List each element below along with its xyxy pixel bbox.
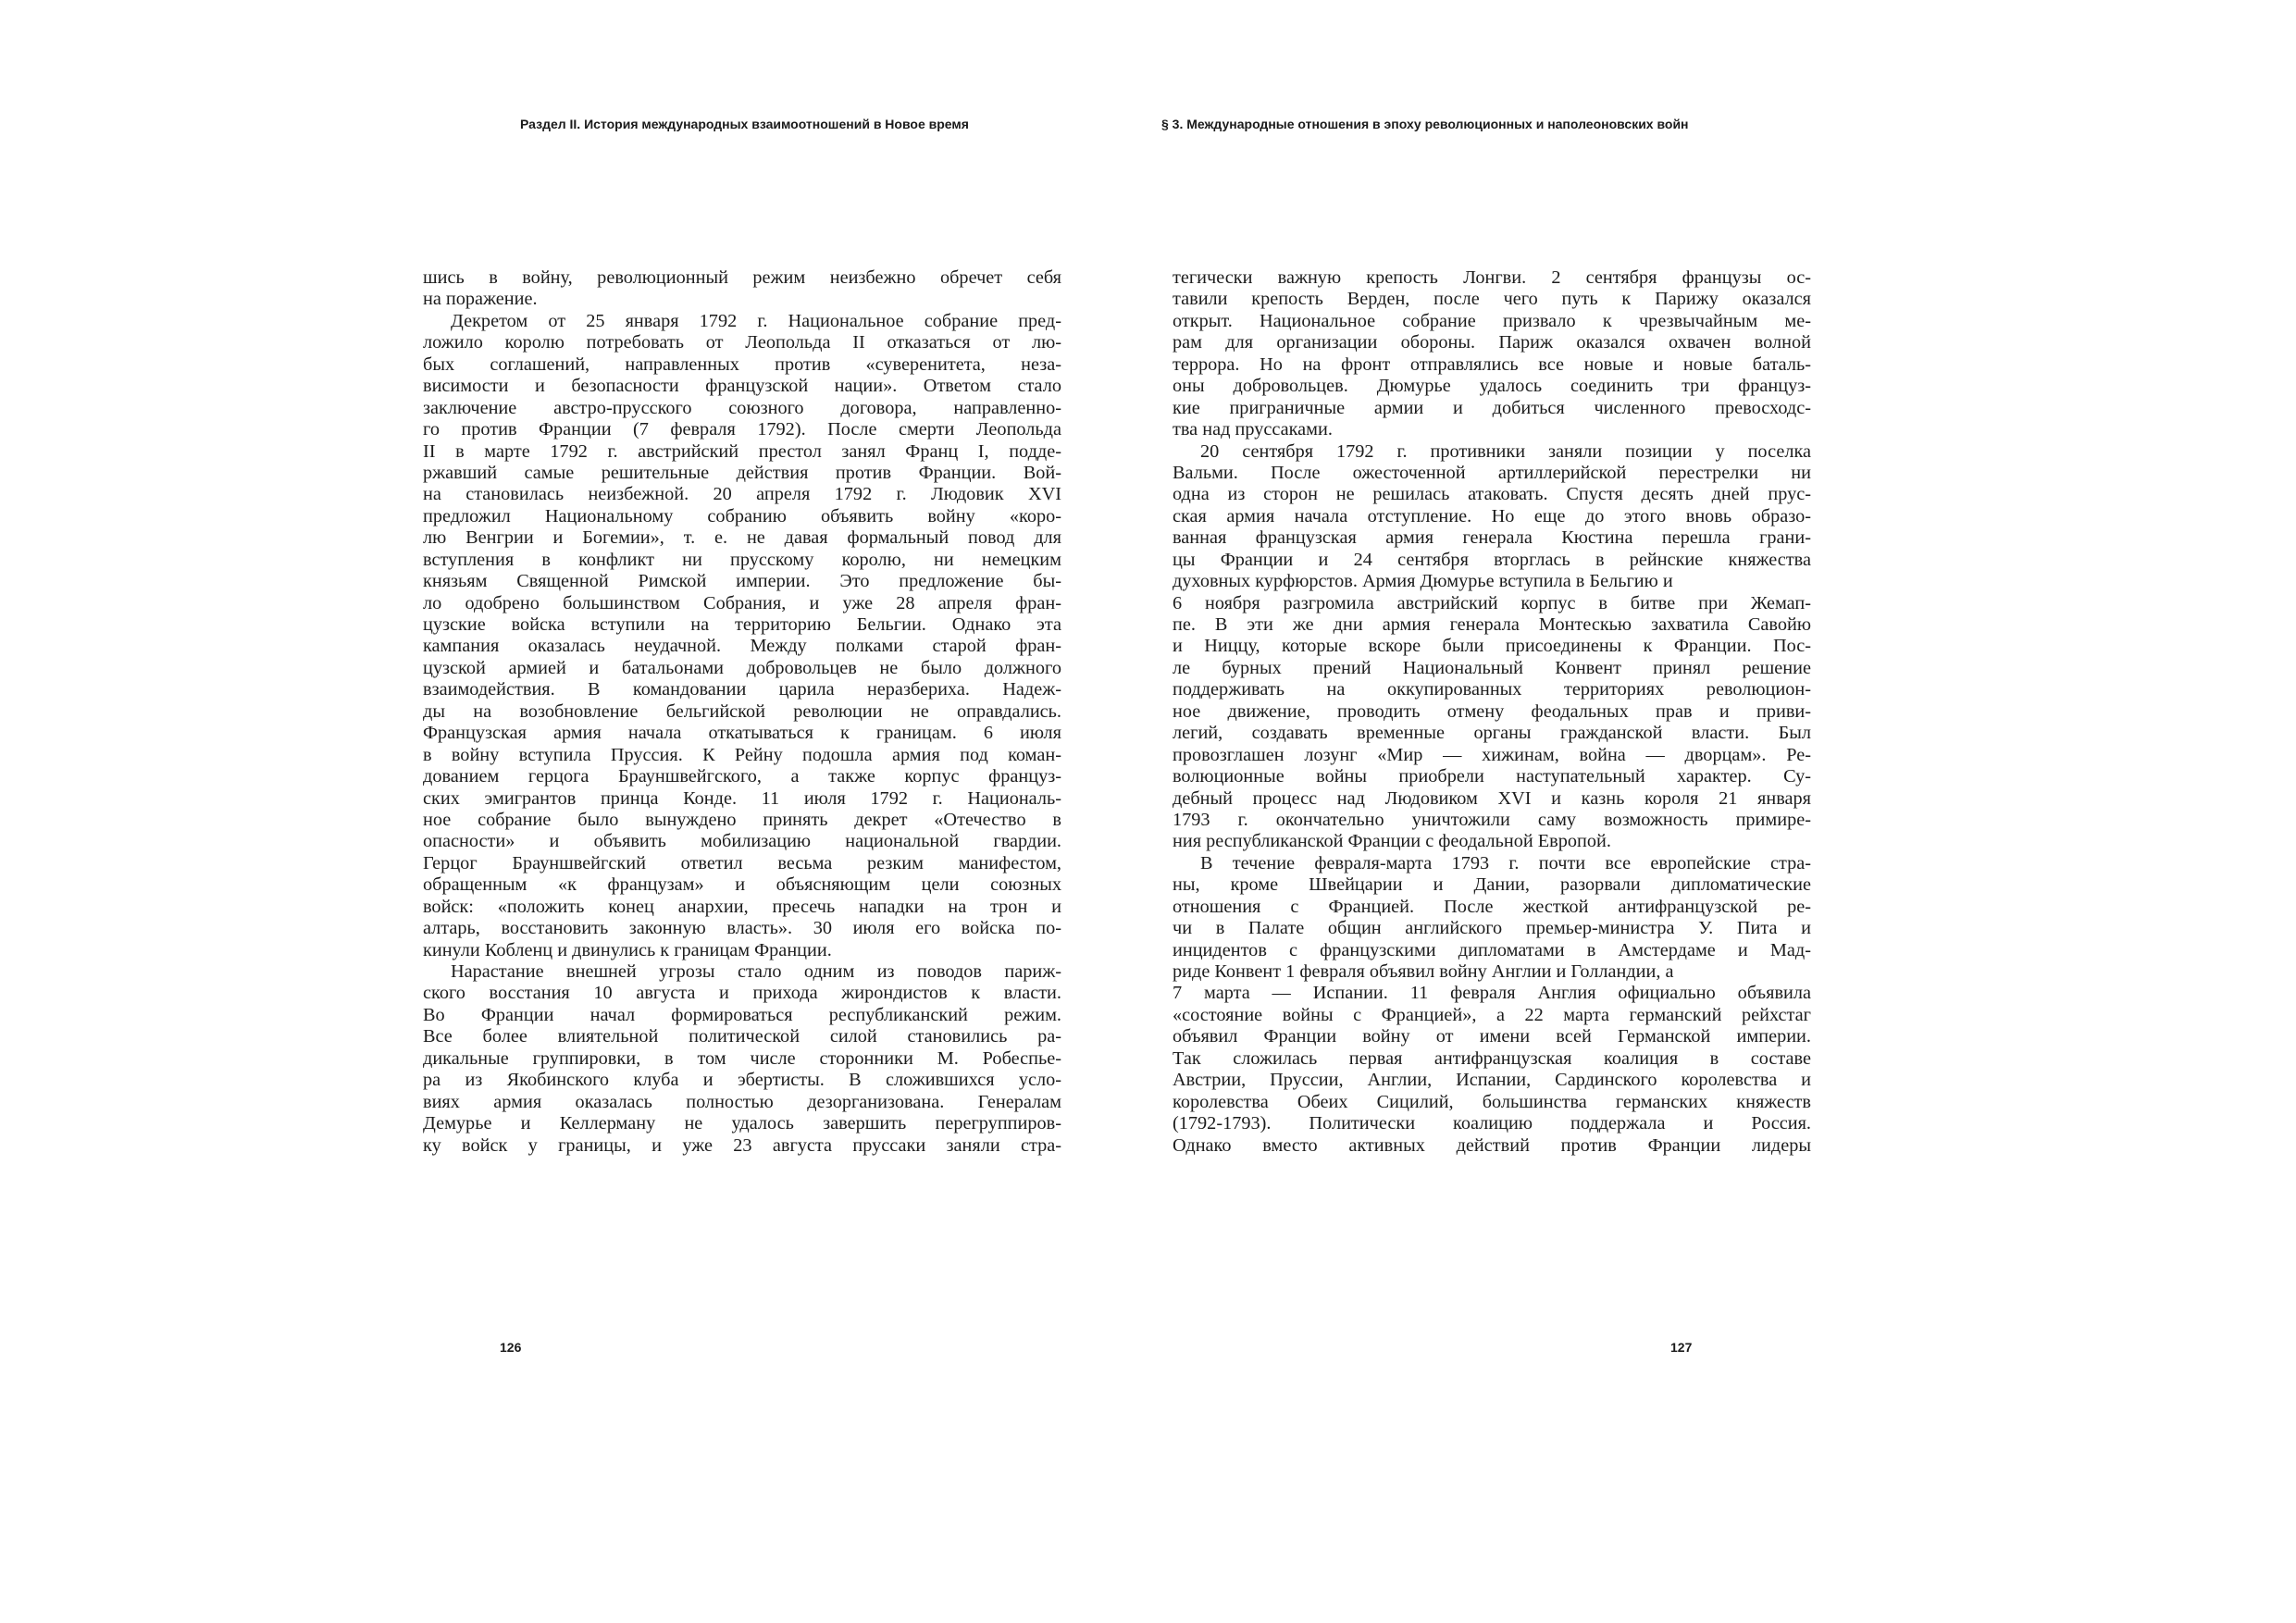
text-line: объявил Франции войну от имени всей Германской империи.	[1173, 1026, 1811, 1047]
right-page-number: 127	[1670, 1340, 1693, 1355]
text-line: ния республиканской Франции с феодальной Европой.	[1173, 831, 1611, 852]
text-line: ды на возобновление бельгийской революции не оправдались.	[423, 700, 1061, 722]
text-line: опасности» и объявить мобилизацию национальной гвардии.	[423, 831, 1061, 852]
text-line: одна из сторон не решилась атаковать. Спустя десять дней прус-	[1173, 484, 1811, 505]
text-line: ку войск у границы, и уже 23 августа пруссаки заняли стра-	[423, 1134, 1061, 1156]
text-line: ская армия начала отступление. Но еще до этого вновь образо-	[1173, 505, 1811, 527]
text-line: ра из Якобинского клуба и эбертисты. В сложившихся усло-	[423, 1070, 1061, 1091]
text-line: лю Венгрии и Богемии», т. е. не давая формальный повод для	[423, 527, 1061, 549]
text-line: ских эмигрантов принца Конде. 11 июля 1792 г. Националь-	[423, 787, 1061, 809]
text-line: кампания оказалась неудачной. Между полками старой фран-	[423, 636, 1061, 657]
text-line: (1792-1793). Политически коалицию поддержала и Россия.	[1173, 1113, 1811, 1134]
text-line: Во Франции начал формироваться республиканский режим.	[423, 1004, 1061, 1025]
text-line: войск: «положить конец анархии, пресечь нападки на трон и	[423, 896, 1061, 917]
text-line: волюционные войны приобрели наступательный характер. Су-	[1173, 766, 1811, 787]
text-line: 1793 г. окончательно уничтожили саму возможность примире-	[1173, 809, 1811, 830]
left-page-number: 126	[500, 1340, 522, 1355]
text-line: Нарастание внешней угрозы стало одним из поводов париж-	[451, 961, 1061, 982]
text-line: на становилась неизбежной. 20 апреля 1792 г. Людовик XVI	[423, 484, 1061, 505]
text-line: дикальные группировки, в том числе сторонники М. Робеспье-	[423, 1047, 1061, 1069]
right-page	[1148, 0, 2295, 1623]
text-line: поддерживать на оккупированных территориях революцион-	[1173, 679, 1811, 700]
text-line: Французская армия начала откатываться к границам. 6 июля	[423, 723, 1061, 744]
text-line: риде Конвент 1 февраля объявил войну Англии и Голландии, а	[1173, 961, 1674, 982]
text-line: тва над пруссаками.	[1173, 419, 1333, 440]
text-line: открыт. Национальное собрание призвало к чрезвычайным ме-	[1173, 310, 1811, 331]
text-line: тегически важную крепость Лонгви. 2 сентября французы ос-	[1173, 267, 1811, 288]
text-line: ны, кроме Швейцарии и Дании, разорвали дипломатические	[1173, 874, 1811, 896]
text-line: В течение февраля-марта 1793 г. почти все европейские стра-	[1200, 852, 1811, 873]
text-line: в войну вступила Пруссия. К Рейну подошла армия под коман-	[423, 744, 1061, 765]
right-running-head: § 3. Международные отношения в эпоху революционных и наполеоновских войн	[1161, 117, 1689, 131]
text-line: бых соглашений, направленных против «суверенитета, неза-	[423, 353, 1061, 375]
text-line: висимости и безопасности французской нации». Ответом стало	[423, 376, 1061, 397]
text-line: обращенным «к французам» и объясняющим цели союзных	[423, 874, 1061, 896]
text-line: пе. В эти же дни армия генерала Монтескью захватила Савойю	[1173, 614, 1811, 635]
text-line: Декретом от 25 января 1792 г. Национальное собрание пред-	[451, 310, 1061, 331]
text-line: Все более влиятельной политической силой становились ра-	[423, 1026, 1061, 1047]
text-line: Австрии, Пруссии, Англии, Испании, Сардинского королевства и	[1173, 1070, 1811, 1091]
text-line: Так сложилась первая антифранцузская коалиция в составе	[1173, 1047, 1811, 1069]
text-line: алтарь, восстановить законную власть». 30 июля его войска по-	[423, 918, 1061, 939]
text-line: кинули Кобленц и двинулись к границам Франции.	[423, 939, 832, 960]
text-line: ле бурных прений Национальный Конвент принял решение	[1173, 657, 1811, 678]
text-line: королевства Обеих Сицилий, большинства германских княжеств	[1173, 1091, 1811, 1112]
text-line: го против Франции (7 февраля 1792). После смерти Леопольда	[423, 419, 1061, 440]
text-line: ложило королю потребовать от Леопольда II отказаться от лю-	[423, 332, 1061, 353]
text-line: ского восстания 10 августа и прихода жирондистов к власти.	[423, 983, 1061, 1004]
text-line: ло одобрено большинством Собрания, и уже 28 апреля фран-	[423, 592, 1061, 613]
text-line: «состояние войны с Францией», а 22 марта германский рейхстаг	[1173, 1004, 1811, 1025]
text-line: террора. Но на фронт отправлялись все новые и новые баталь-	[1173, 353, 1811, 375]
text-line: Демурье и Келлерману не удалось завершить перегруппиров-	[423, 1113, 1061, 1134]
text-line: ное движение, проводить отмену феодальных прав и приви-	[1173, 700, 1811, 722]
text-line: кие приграничные армии и добиться численного превосходс-	[1173, 397, 1811, 418]
text-line: шись в войну, революционный режим неизбежно обречет себя	[423, 267, 1061, 288]
text-line: заключение австро-прусского союзного договора, направленно-	[423, 397, 1061, 418]
text-line: рам для организации обороны. Париж оказался охвачен волной	[1173, 332, 1811, 353]
left-running-head: Раздел II. История международных взаимоотношений в Новое время	[520, 117, 969, 131]
text-line: провозглашен лозунг «Мир — хижинам, война — дворцам». Ре-	[1173, 744, 1811, 765]
text-line: виях армия оказалась полностью дезорганизована. Генералам	[423, 1091, 1061, 1112]
text-line: цы Франции и 24 сентября вторглась в рейнские княжества	[1173, 549, 1811, 570]
text-line: II в марте 1792 г. австрийский престол занял Франц I, подде-	[423, 440, 1061, 462]
text-line: 6 ноября разгромила австрийский корпус в битве при Жемап-	[1173, 592, 1811, 613]
text-line: чи в Палате общин английского премьер-министра У. Пита и	[1173, 918, 1811, 939]
left-body-text	[423, 267, 1061, 1157]
text-line: отношения с Францией. После жесткой антифранцузской ре-	[1173, 896, 1811, 917]
text-line: 20 сентября 1792 г. противники заняли позиции у поселка	[1200, 440, 1811, 462]
text-line: цузской армией и батальонами добровольцев не было должного	[423, 657, 1061, 678]
text-line: взаимодействия. В командовании царила неразбериха. Надеж-	[423, 679, 1061, 700]
text-line: дованием герцога Брауншвейгского, а также корпус француз-	[423, 766, 1061, 787]
text-line: оны добровольцев. Дюмурье удалось соединить три француз-	[1173, 376, 1811, 397]
text-line: духовных курфюрстов. Армия Дюмурье вступила в Бельгию и	[1173, 571, 1673, 592]
text-line: Однако вместо активных действий против Франции лидеры	[1173, 1134, 1811, 1156]
text-line: легий, создавать временные органы гражданской власти. Был	[1173, 723, 1811, 744]
text-line: Вальми. После ожесточенной артиллерийской перестрелки ни	[1173, 462, 1811, 483]
text-line: вступления в конфликт ни прусскому королю, ни немецким	[423, 549, 1061, 570]
text-line: ванная французская армия генерала Кюстина перешла грани-	[1173, 527, 1811, 549]
text-line: 7 марта — Испании. 11 февраля Англия официально объявила	[1173, 983, 1811, 1004]
text-line: предложил Национальному собранию объявить войну «коро-	[423, 505, 1061, 527]
text-line: ное собрание было вынуждено принять декрет «Отечество в	[423, 809, 1061, 830]
text-line: дебный процесс над Людовиком XVI и казнь короля 21 января	[1173, 787, 1811, 809]
text-line: и Ниццу, которые вскоре были присоединены к Франции. Пос-	[1173, 636, 1811, 657]
text-line: Герцог Брауншвейгский ответил весьма резким манифестом,	[423, 852, 1061, 873]
text-line: инцидентов с французскими дипломатами в Амстердаме и Мад-	[1173, 939, 1811, 960]
text-line: князьям Священной Римской империи. Это предложение бы-	[423, 571, 1061, 592]
right-body-text	[1173, 267, 1811, 1157]
text-line: тавили крепость Верден, после чего путь к Парижу оказался	[1173, 289, 1811, 310]
text-line: на поражение.	[423, 289, 538, 310]
text-line: ржавший самые решительные действия против Франции. Вой-	[423, 462, 1061, 483]
text-line: цузские войска вступили на территорию Бельгии. Однако эта	[423, 614, 1061, 635]
